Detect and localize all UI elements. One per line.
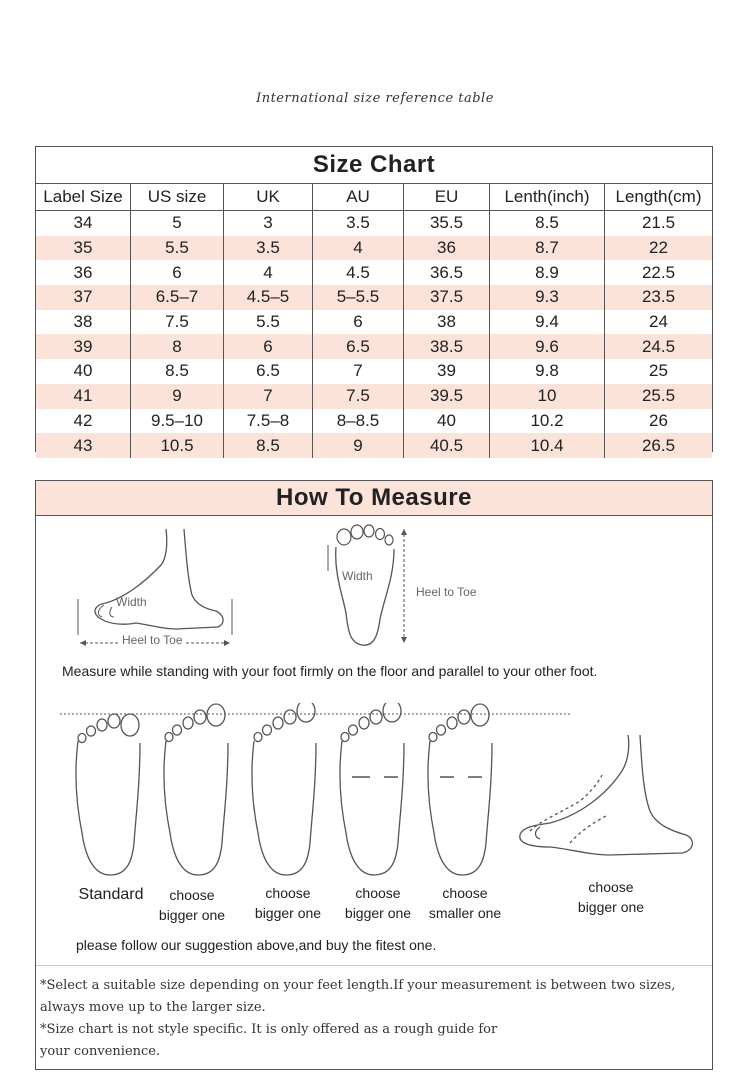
measure-instruction: Measure while standing with your foot firmly on the floor and parallel to your other foot. xyxy=(62,663,598,679)
size-table-cell: 10 xyxy=(490,384,605,409)
size-table-row xyxy=(36,334,712,359)
side-length-label: Heel to Toe xyxy=(122,633,183,647)
column-header: UK xyxy=(224,184,313,211)
foot-fit-illustrations xyxy=(70,703,510,883)
suggestion-text: please follow our suggestion above,and buy the fitest one. xyxy=(76,937,437,953)
size-table-cell: 9.8 xyxy=(490,359,605,384)
foot-label-line2: bigger one xyxy=(344,905,412,921)
size-table-cell: 26 xyxy=(649,410,668,430)
size-table-cell: 9.5–10 xyxy=(131,409,224,434)
size-table-cell: 6 xyxy=(224,334,313,359)
size-table-cell: 7.5–8 xyxy=(224,409,313,434)
foot-label-line1: choose xyxy=(169,887,215,903)
size-table-cell: 4 xyxy=(313,236,404,261)
size-table-cell: 8.5 xyxy=(490,211,605,236)
size-table-cell: 8.5 xyxy=(131,359,224,384)
size-table-row xyxy=(36,285,712,310)
size-table-cell: 37 xyxy=(36,285,131,310)
size-table-cell: 22 xyxy=(605,236,713,261)
size-table-cell: 7.5 xyxy=(313,384,404,409)
column-header: US size xyxy=(131,184,224,211)
how-to-measure-title: How To Measure xyxy=(36,481,712,516)
size-table-cell: 9.4 xyxy=(490,310,605,335)
size-table-cell: 40.5 xyxy=(404,433,490,458)
how-to-measure-panel xyxy=(35,480,713,1070)
size-table-cell: 38.5 xyxy=(404,334,490,359)
column-header: AU xyxy=(313,184,404,211)
page-subtitle: International size reference table xyxy=(256,91,494,106)
size-table-cell: 8.9 xyxy=(490,260,605,285)
size-table-cell: 8.5 xyxy=(224,433,313,458)
size-table xyxy=(36,184,712,458)
size-table-cell: 40 xyxy=(404,409,490,434)
size-table-row xyxy=(36,310,712,335)
size-chart xyxy=(35,146,713,455)
size-table-cell: 22.5 xyxy=(641,262,676,282)
size-table-cell: 39 xyxy=(36,334,131,359)
size-table-cell: 6.5–7 xyxy=(131,285,224,310)
size-table-body xyxy=(36,211,712,458)
size-table-cell: 39 xyxy=(404,359,490,384)
foot-label-line1: choose xyxy=(265,885,311,901)
size-table-cell: 5.5 xyxy=(224,310,313,335)
size-table-cell: 10.5 xyxy=(131,433,224,458)
note-line: *Size chart is not style specific. It is only offered as a rough guide for xyxy=(40,1022,498,1037)
size-table-cell: 8 xyxy=(131,334,224,359)
size-table-row xyxy=(36,359,712,384)
note-line: *Select a suitable size depending on your feet length.If your measurement is between two sizes, xyxy=(40,978,676,993)
size-table-cell: 4.5 xyxy=(313,260,404,285)
size-table-cell: 39.5 xyxy=(404,384,490,409)
size-table-cell: 8–8.5 xyxy=(313,409,404,434)
size-table-cell: 23.5 xyxy=(605,285,713,310)
foot-label-bigger-side xyxy=(566,877,656,917)
foot-label-line1: Standard xyxy=(78,886,144,903)
foot-label-line1: choose xyxy=(442,885,488,901)
foot-label-bigger-3 xyxy=(338,883,418,923)
foot-label-line2: smaller one xyxy=(428,905,502,921)
note-line: your convenience. xyxy=(40,1044,161,1059)
size-table-cell: 5.5 xyxy=(131,236,224,261)
top-length-label: Heel to Toe xyxy=(416,585,477,599)
size-table-cell: 10.4 xyxy=(490,433,605,458)
size-table-cell: 9.6 xyxy=(490,334,605,359)
size-table-row xyxy=(36,260,712,285)
foot-label-line1: choose xyxy=(588,879,634,895)
size-table-cell: 42 xyxy=(36,409,131,434)
size-table-cell: 8.7 xyxy=(490,236,605,261)
size-table-cell: 26.5 xyxy=(605,433,713,458)
size-chart-title: Size Chart xyxy=(36,147,712,184)
column-header: EU xyxy=(404,184,490,211)
size-table-cell: 4 xyxy=(224,260,313,285)
size-table-cell: 40 xyxy=(36,359,131,384)
size-table-cell: 3.5 xyxy=(224,236,313,261)
size-table-cell: 6.5 xyxy=(313,334,404,359)
top-width-label: Width xyxy=(342,569,373,583)
size-table-row xyxy=(36,236,712,261)
size-table-cell: 5–5.5 xyxy=(313,285,404,310)
column-header: Length(cm) xyxy=(605,184,713,211)
foot-label-bigger-2 xyxy=(248,883,328,923)
size-table-header xyxy=(36,184,712,211)
column-header: Label Size xyxy=(36,184,131,211)
size-table-row xyxy=(36,384,712,409)
size-table-cell: 38 xyxy=(36,310,131,335)
size-table-cell: 34 xyxy=(36,211,131,236)
column-header: Lenth(inch) xyxy=(490,184,605,211)
size-table-cell: 6 xyxy=(131,260,224,285)
size-table-row xyxy=(36,409,712,434)
size-table-cell: 7 xyxy=(313,359,404,384)
size-table-cell: 9.3 xyxy=(490,285,605,310)
foot-label-bigger-1 xyxy=(152,885,232,925)
size-table-cell: 38 xyxy=(404,310,490,335)
size-table-cell: 24.5 xyxy=(605,334,713,359)
foot-label-line2: bigger one xyxy=(254,905,322,921)
size-table-cell: 9 xyxy=(313,433,404,458)
size-table-cell: 35 xyxy=(36,236,131,261)
size-table-cell: 36 xyxy=(36,260,131,285)
size-table-cell: 6 xyxy=(313,310,404,335)
size-table-cell: 25 xyxy=(649,361,668,381)
size-table-cell: 10.2 xyxy=(490,409,605,434)
size-table-cell: 21.5 xyxy=(641,213,676,233)
size-table-cell: 37.5 xyxy=(404,285,490,310)
size-table-cell: 3.5 xyxy=(313,211,404,236)
size-table-cell: 7.5 xyxy=(131,310,224,335)
size-table-cell: 41 xyxy=(36,384,131,409)
foot-label-standard xyxy=(66,885,156,905)
foot-label-line2: bigger one xyxy=(577,899,645,915)
side-width-label: Width xyxy=(116,595,147,609)
foot-label-line1: choose xyxy=(355,885,401,901)
foot-label-smaller xyxy=(420,883,510,923)
size-table-cell: 25.5 xyxy=(605,384,713,409)
size-table-cell: 9 xyxy=(131,384,224,409)
size-table-cell: 3 xyxy=(224,211,313,236)
foot-label-line2: bigger one xyxy=(158,907,226,923)
side-foot-shoe-illustration xyxy=(510,731,710,871)
size-table-cell: 4.5–5 xyxy=(224,285,313,310)
size-table-cell: 24 xyxy=(649,312,668,332)
note-line: always move up to the larger size. xyxy=(40,1000,266,1015)
size-table-row xyxy=(36,433,712,458)
top-foot-illustration xyxy=(324,523,424,653)
size-table-cell: 43 xyxy=(36,433,131,458)
size-table-cell: 36 xyxy=(404,236,490,261)
size-table-cell: 5 xyxy=(131,211,224,236)
notes-divider xyxy=(36,965,712,966)
size-table-cell: 36.5 xyxy=(404,260,490,285)
size-table-cell: 7 xyxy=(224,384,313,409)
size-table-cell: 6.5 xyxy=(224,359,313,384)
size-table-row xyxy=(36,211,712,236)
size-table-cell: 35.5 xyxy=(404,211,490,236)
